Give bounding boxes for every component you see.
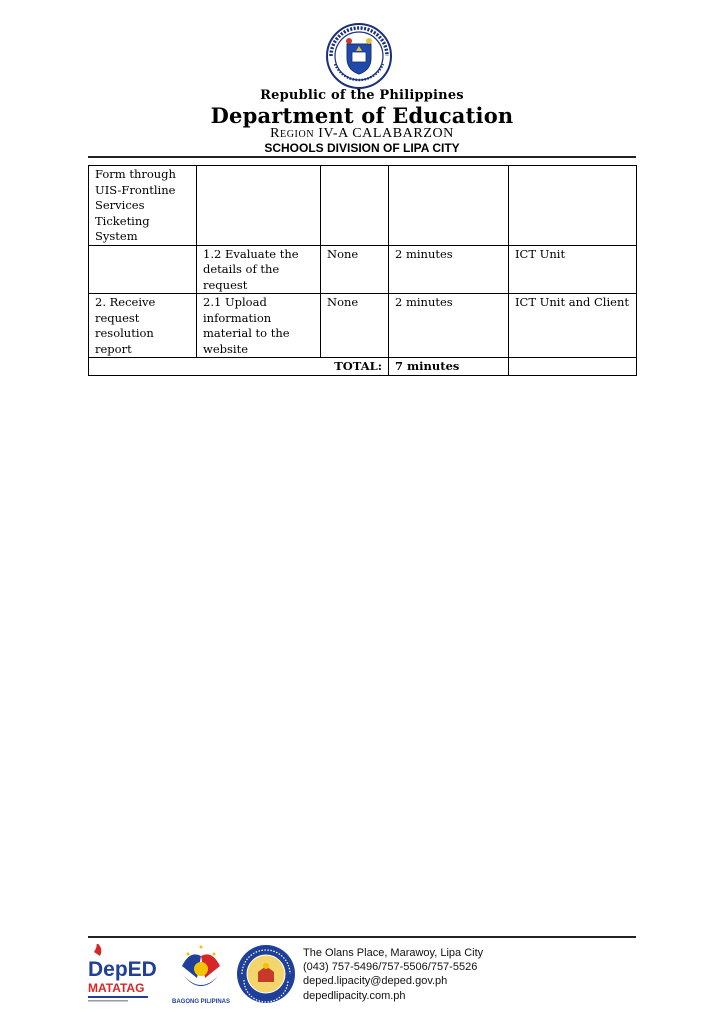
- deped-wordmark: DepED: [88, 958, 157, 981]
- header-divider: [88, 156, 636, 158]
- header-department: Department of Education: [210, 103, 514, 128]
- table-cell: [509, 358, 637, 376]
- table-cell: 2. Receive request resolution report: [89, 294, 197, 358]
- table-cell: ICT Unit: [509, 245, 637, 294]
- table-cell: 2 minutes: [389, 294, 509, 358]
- header-region: Region IV-A CALABARZON: [270, 126, 454, 141]
- header-division: SCHOOLS DIVISION OF LIPA CITY: [264, 141, 460, 155]
- matatag-wordmark: MATATAG: [88, 981, 145, 995]
- table-cell: 2.1 Upload information material to the website: [197, 294, 321, 358]
- table-row: [89, 294, 637, 358]
- sdo-lipa-seal-logo: [236, 944, 296, 1004]
- header-republic: Republic of the Philippines: [260, 88, 464, 103]
- table-cell: None: [321, 245, 389, 294]
- table-total-row: [89, 358, 637, 376]
- footer-phone: (043) 757-5496/757-5506/757-5526: [303, 961, 478, 974]
- footer-address: The Olans Place, Marawoy, Lipa City: [303, 947, 484, 959]
- bagong-pilipinas-logo: [170, 942, 232, 1006]
- total-value: 7 minutes: [389, 358, 509, 376]
- table-cell: None: [321, 294, 389, 358]
- table-cell: [321, 166, 389, 246]
- table-cell: 2 minutes: [389, 245, 509, 294]
- table-row: [89, 245, 637, 294]
- citizens-charter-table: [88, 165, 637, 376]
- deped-seal-logo: [325, 22, 393, 90]
- table-cell: ICT Unit and Client: [509, 294, 637, 358]
- table-cell: Form through UIS-Frontline Services Ticketing System: [89, 166, 197, 246]
- footer-contact: [303, 946, 483, 1003]
- bagong-wordmark: BAGONG PILIPINAS: [171, 999, 231, 1005]
- footer-divider: [88, 936, 636, 938]
- footer-website: depedlipacity.com.ph: [303, 989, 406, 1002]
- table-cell: [89, 245, 197, 294]
- table-cell: [389, 166, 509, 246]
- table-row: [89, 166, 637, 246]
- total-label: TOTAL:: [89, 358, 389, 376]
- deped-matatag-logo: [86, 944, 160, 1006]
- table-cell: [509, 166, 637, 246]
- footer-email: deped.lipacity@deped.gov.ph: [303, 975, 448, 988]
- table-cell: [197, 166, 321, 246]
- table-cell: 1.2 Evaluate the details of the request: [197, 245, 321, 294]
